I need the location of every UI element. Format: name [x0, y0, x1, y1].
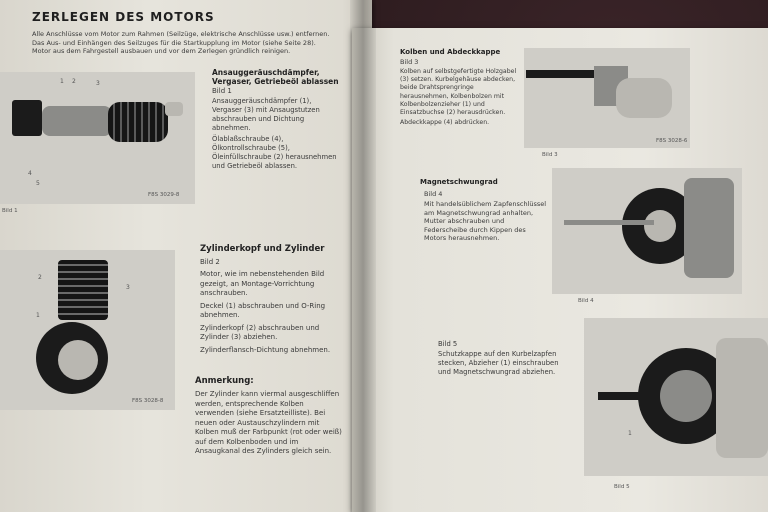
puller-shape: [660, 370, 712, 422]
bild-label: Bild 5: [438, 340, 458, 348]
section-heading: Ansauggeräuschdämpfer, Vergaser, Getriebeöl ablassen: [212, 68, 339, 86]
bild-label: Bild 3: [400, 58, 419, 66]
photo-code: F8S 3028-8: [132, 398, 164, 404]
section-heading: Magnetschwungrad: [420, 178, 498, 186]
section2-text: [200, 270, 340, 355]
callout: 3: [126, 284, 130, 291]
section3-text: [400, 68, 518, 127]
page-title: ZERLEGEN DES MOTORS: [32, 10, 215, 24]
section4-text: Mit handelsüblichem Zapfenschlüssel am Magnetschwungrad anhalten, Mutter abschrauben und Federscheibe durch Kippen des Motors herausnehmen.: [424, 200, 547, 242]
flywheel-hub-shape: [644, 210, 676, 242]
engine-body-shape: [42, 106, 112, 136]
photo-bild-2: [0, 250, 175, 410]
bild-label: Bild 2: [200, 258, 220, 266]
note-text: Der Zylinder kann viermal ausgeschliffen werden, entsprechende Kolben verwenden (siehe Ersatzteilliste). Bei neuen oder Austauschzylindern mit Kolben muß der Farbpunkt (rot oder weiß) auf dem Kolbenboden und im Ansaugkanal des Zylinders gleich sein.: [195, 390, 342, 455]
text-paragraph: Ölablaßschraube (4), Ölkontrollschraube (5), Öleinfüllschraube (2) herausnehmen und Getriebeöl ablassen.: [212, 135, 337, 170]
section-heading: Kolben und Abdeckkappe: [400, 48, 501, 56]
book-gutter: [350, 0, 376, 512]
intro-line: Motor aus dem Fahrgestell ausbauen und vor dem Zerlegen gründlich reinigen.: [32, 47, 291, 55]
bild-label: Bild 1: [212, 87, 232, 95]
callout: 5: [36, 180, 40, 187]
note-heading: Anmerkung:: [195, 376, 254, 386]
carb-shape: [165, 102, 183, 116]
intro-text: [32, 30, 332, 56]
callout: 1: [628, 430, 632, 437]
photo-caption: Bild 4: [578, 298, 594, 304]
text-paragraph: Ansauggeräuschdämpfer (1), Vergaser (3) mit Ansaugstutzen abschrauben und Dichtung abnehmen.: [212, 97, 320, 132]
piston-tool-shape: [526, 70, 596, 78]
right-page: [352, 28, 768, 512]
piston-shape: [616, 78, 672, 118]
photo-caption: Bild 1: [2, 208, 18, 214]
intro-line: Das Aus- und Einhängen des Seilzuges für die Startkupplung im Motor (siehe Seite 28).: [32, 38, 316, 47]
pin-wrench-shape: [564, 220, 654, 225]
engine-housing-shape: [716, 338, 768, 458]
photo-code: F8S 3029-8: [148, 192, 180, 198]
puller-screw-shape: [598, 392, 658, 400]
left-page: [0, 0, 372, 512]
section1-text: [212, 97, 340, 171]
bild-label: Bild 4: [424, 190, 443, 198]
photo-caption: Bild 3: [542, 152, 558, 158]
photo-bild-3: [524, 48, 690, 148]
photo-code: F8S 3028-6: [656, 138, 688, 144]
cylinder-head-shape: [58, 260, 108, 320]
text-paragraph: Zylinderkopf (2) abschrauben und Zylinder (3) abziehen.: [200, 323, 320, 341]
section-heading: Zylinderkopf und Zylinder: [200, 244, 325, 254]
text-paragraph: Deckel (1) abschrauben und O-Ring abnehmen.: [200, 301, 326, 319]
photo-bild-5: [584, 318, 768, 476]
cylinder-fins-shape: [108, 102, 168, 142]
callout: 4: [28, 170, 32, 177]
text-paragraph: Motor, wie im nebenstehenden Bild gezeigt, an Montage-Vorrichtung anschrauben.: [200, 270, 325, 297]
callout: 2: [38, 274, 42, 281]
cover-shape: [58, 340, 98, 380]
air-filter-shape: [12, 100, 42, 136]
callout: 1: [60, 78, 64, 85]
text-paragraph: Abdeckkappe (4) abdrücken.: [400, 119, 490, 127]
photo-bild-1: [0, 72, 195, 204]
callout: 3: [96, 80, 100, 87]
text-paragraph: Kolben auf selbstgefertigte Holzgabel (3) setzen. Kurbelgehäuse abdecken, beide Drahtsprengringe herausnehmen, Kolbenbolzen mit Kolbenbolzenzieher (1) und Einsatzbuchse (2) herausdrücken.: [400, 68, 517, 117]
engine-housing-shape: [684, 178, 734, 278]
callout: 2: [72, 78, 76, 85]
intro-line: Alle Anschlüsse vom Motor zum Rahmen (Seilzüge, elektrische Anschlüsse usw.) entfernen.: [32, 30, 330, 38]
section5-text: Schutzkappe auf den Kurbelzapfen stecken, Abzieher (1) einschrauben und Magnetschwungrad abziehen.: [438, 350, 559, 376]
photo-bild-4: [552, 168, 742, 294]
callout: 1: [36, 312, 40, 319]
photo-caption: Bild 5: [614, 484, 630, 490]
text-paragraph: Zylinderflansch-Dichtung abnehmen.: [200, 345, 331, 354]
